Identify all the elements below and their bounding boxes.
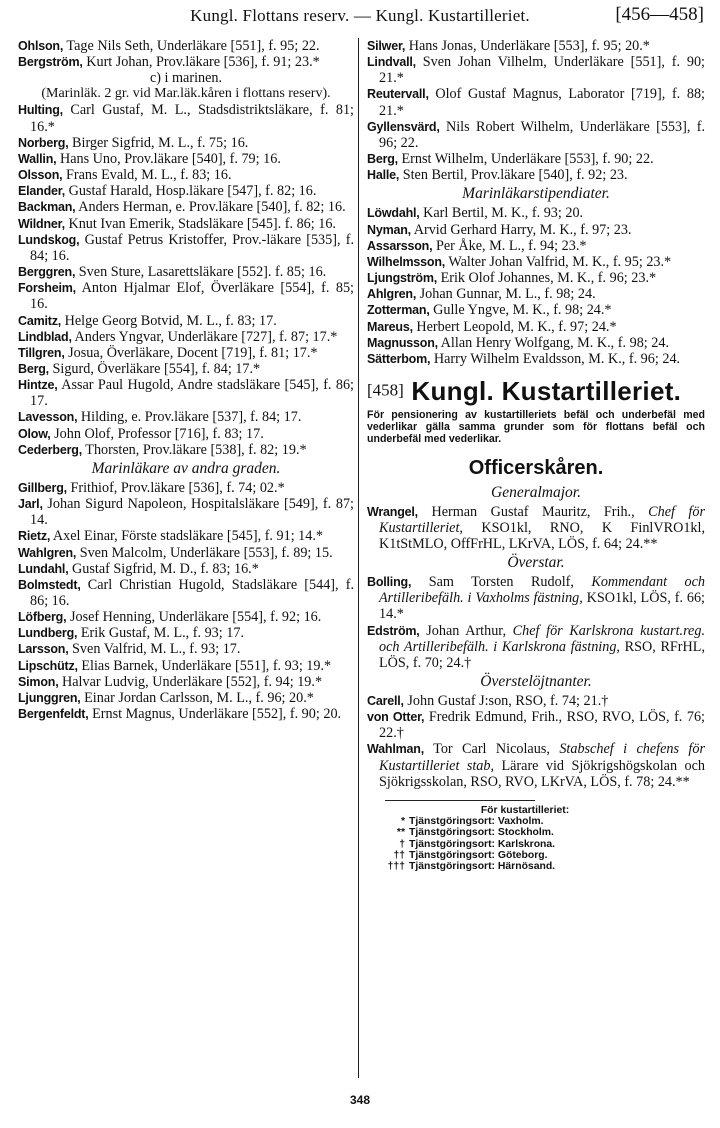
entry-details: Fredrik Edmund, Frih., RSO, RVO, LÖS, f. 76; 22.†: [379, 709, 706, 742]
roster-entry: [18, 426, 354, 442]
entry-details: Sigurd, Överläkare [554], f. 84; 17.*: [48, 360, 261, 377]
surname: Berggren,: [18, 265, 76, 280]
roster-entry: [367, 222, 705, 238]
section-heading: Marinläkare av andra graden.: [91, 459, 281, 477]
roster-entry: [18, 561, 354, 577]
right-column-entries: [367, 38, 705, 367]
entry-details: Gustaf Sigfrid, M. D., f. 83; 16.*: [68, 560, 259, 577]
entry-title: Chef för Karlskrona kustart.reg. och Artilleribefälh. i Karlskrona fästning,: [379, 622, 705, 655]
entry-details: Elias Barnek, Underläkare [551], f. 93; 19.*: [77, 657, 332, 674]
entry-details: Olof Gustaf Magnus, Laborator [719], f. 88; 21.*: [379, 86, 705, 119]
roster-entry: [18, 674, 354, 690]
entry-details: Anders Yngvar, Underläkare [727], f. 87; 17.*: [71, 328, 338, 345]
section-heading: Överstar.: [507, 554, 565, 572]
surname: Forsheim,: [18, 281, 76, 296]
right-column: [367, 38, 705, 872]
surname: Simon,: [18, 674, 59, 689]
entry-details: Frithiof, Prov.läkare [536], f. 74; 02.*: [66, 479, 285, 496]
entry-details: John Olof, Professor [716], f. 83; 17.: [50, 425, 264, 442]
surname: Ljungström,: [367, 271, 438, 286]
surname: Lavesson,: [18, 410, 78, 425]
roster-entry: [367, 54, 705, 86]
entry-details: Gustaf Harald, Hosp.läkare [547], f. 82; 16.: [65, 183, 317, 200]
surname: Berg,: [367, 152, 398, 167]
surname: Nyman,: [367, 222, 411, 237]
surname: Silwer,: [367, 39, 406, 53]
surname: Edström,: [367, 623, 420, 638]
surname: Camitz,: [18, 313, 62, 328]
surname: Ljunggren,: [18, 690, 81, 705]
roster-entry: [18, 528, 354, 544]
roster-entry: [18, 545, 354, 561]
surname: Ahlgren,: [367, 287, 417, 302]
section-heading: Generalmajor.: [491, 483, 581, 501]
surname: Wallin,: [18, 151, 57, 166]
footnote-mark: †††: [387, 860, 405, 872]
entry-details-tail: KSO1kl, LÖS, f. 66; 14.*: [379, 590, 705, 623]
surname: Lipschütz,: [18, 658, 78, 673]
entry-details: Assar Paul Hugold, Andre stadsläkare [545], f. 86; 17.: [30, 377, 354, 410]
roster-entry: [18, 183, 354, 199]
subsection-heading: c) i marinen.: [149, 70, 223, 87]
page-header: [0, 4, 720, 30]
surname: von Otter,: [367, 710, 425, 725]
entry-details: Gulle Yngve, M. K., f. 98; 24.*: [429, 302, 612, 319]
footnotes: [375, 805, 705, 872]
roster-entry: [367, 741, 705, 789]
roster-entry: [18, 690, 354, 706]
footnote-rule: [385, 800, 535, 801]
roster-entry: [18, 264, 354, 280]
entry-details: Einar Jordan Carlsson, M. L., f. 96; 20.*: [80, 689, 314, 706]
surname: Wahlman,: [367, 742, 424, 757]
roster-entry: [367, 351, 705, 367]
entry-details: Johan Arthur,: [419, 622, 513, 639]
entry-details: Carl Gustaf, M. L., Stadsdistriktsläkare, f. 81; 16.*: [30, 102, 354, 135]
entry-details: Helge Georg Botvid, M. L., f. 83; 17.: [61, 312, 277, 329]
roster-entry: [18, 706, 354, 722]
roster-entry: [367, 151, 705, 167]
roster-entry: [18, 480, 354, 496]
pension-intro: För pensionering av kustartilleriets befäl och underbefäl med vederlikar gälla samma grunder som för flottans befäl och underbefäl med vederlikar.: [367, 408, 705, 446]
entry-details: Erik Olof Johannes, M. K., f. 96; 23.*: [437, 270, 657, 287]
roster-entry: [367, 319, 705, 335]
surname: Gillberg,: [18, 480, 67, 495]
entry-details: Allan Henry Wolfgang, M. K., f. 98; 24.: [437, 334, 670, 351]
roster-entry: [18, 658, 354, 674]
entry-details: Sven Johan Vilhelm, Underläkare [551], f. 90; 21.*: [379, 54, 705, 87]
page-number: 348: [349, 1093, 371, 1107]
surname: Löfberg,: [18, 610, 67, 625]
entry-title: Chef för Kustartilleriet,: [379, 503, 705, 536]
roster-entry: [18, 345, 354, 361]
roster-entry: [18, 577, 354, 609]
roster-entry: [18, 151, 354, 167]
entry-details: Kurt Johan, Prov.läkare [536], f. 91; 23.*: [82, 54, 320, 71]
roster-entry: [367, 119, 705, 151]
surname: Halle,: [367, 168, 400, 183]
entry-details: Arvid Gerhard Harry, M. K., f. 97; 23.: [410, 221, 632, 238]
entry-details: Hans Uno, Prov.läkare [540], f. 79; 16.: [56, 150, 281, 167]
kustartilleriet-heading: [367, 375, 705, 405]
surname: Gyllensvärd,: [367, 119, 440, 134]
surname: Olow,: [18, 426, 51, 441]
section-number: [458]: [367, 380, 404, 400]
running-title: Kungl. Flottans reserv. — Kungl. Kustartilleriet.: [190, 6, 530, 25]
entry-details: Herbert Leopold, M. K., f. 97; 24.*: [412, 318, 617, 335]
entry-details: Knut Ivan Emerik, Stadsläkare [545]. f. 86; 16.: [64, 215, 336, 232]
surname: Bergström,: [18, 55, 83, 70]
footnote-mark: *: [400, 816, 405, 828]
surname: Wrangel,: [367, 504, 418, 519]
footnote-text: Tjänstgöringsort: Stockholm.: [409, 827, 554, 839]
entry-details: Sten Bertil, Prov.läkare [540], f. 92; 23.: [399, 167, 628, 184]
surname: Sätterbom,: [367, 351, 431, 366]
roster-entry: [367, 302, 705, 318]
entry-details: Erik Gustaf, M. L., f. 93; 17.: [77, 625, 244, 642]
roster-entry: [18, 38, 354, 54]
entry-details: Sven Valfrid, M. L., f. 93; 17.: [68, 641, 241, 658]
surname: Larsson,: [18, 642, 69, 657]
footnote-item: [375, 861, 705, 872]
surname: Zotterman,: [367, 303, 430, 318]
roster-entry: [18, 54, 354, 70]
roster-entry: [367, 335, 705, 351]
roster-entry: [18, 135, 354, 151]
roster-entry: [18, 232, 354, 264]
entry-details: Anton Hjalmar Elof, Överläkare [554], f. 85; 16.: [30, 280, 354, 313]
roster-entry: [18, 496, 354, 528]
entry-details: Sven Sture, Lasarettsläkare [552]. f. 85; 16.: [75, 264, 327, 281]
officer-entries: [367, 482, 705, 790]
surname: Wahlgren,: [18, 545, 77, 560]
surname: Norberg,: [18, 135, 69, 150]
footnote-text: Tjänstgöringsort: Göteborg.: [409, 849, 548, 861]
roster-entry: [18, 313, 354, 329]
entry-details: Axel Einar, Förste stadsläkare [545], f. 91; 14.*: [50, 528, 324, 545]
entry-details: Hilding, e. Prov.läkare [537], f. 84; 17.: [77, 409, 302, 426]
entry-details: Thorsten, Prov.läkare [538], f. 82; 19.*: [82, 441, 307, 458]
entry-details: Johan Gunnar, M. L., f. 98; 24.: [416, 286, 596, 303]
roster-entry: [367, 286, 705, 302]
surname: Magnusson,: [367, 335, 438, 350]
surname: Tillgren,: [18, 345, 65, 360]
entry-details: Frans Evald, M. L., f. 83; 16.: [62, 167, 232, 184]
entry-details: Gustaf Petrus Kristoffer, Prov.-läkare [535], f. 84; 16.: [30, 231, 354, 264]
surname: Backman,: [18, 200, 76, 215]
roster-entry: [18, 442, 354, 458]
surname: Cederberg,: [18, 442, 82, 457]
roster-entry: [18, 409, 354, 425]
section-note: (Marinläk. 2 gr. vid Mar.läk.kåren i flottans reserv).: [41, 86, 331, 102]
entry-details: Sam Torsten Rudolf,: [411, 574, 592, 591]
roster-entry: [18, 361, 354, 377]
footnote-text: Tjänstgöringsort: Vaxholm.: [409, 816, 544, 828]
surname: Lindvall,: [367, 55, 416, 70]
entry-details-tail: RSO, RFrHL, LÖS, f. 70; 24.†: [379, 638, 705, 671]
footnote-mark: ††: [393, 849, 405, 861]
section-heading: Marinläkarstipendiater.: [462, 185, 610, 203]
footnote-item: [375, 827, 705, 838]
roster-entry: [18, 641, 354, 657]
roster-entry: [18, 199, 354, 215]
footnote-item: [375, 816, 705, 827]
roster-entry: [367, 238, 705, 254]
surname: Carell,: [367, 693, 404, 708]
roster-entry: [18, 216, 354, 232]
surname: Jarl,: [18, 497, 43, 512]
entry-details: Herman Gustaf Mauritz, Frih.,: [417, 503, 649, 520]
surname: Lundskog,: [18, 232, 80, 247]
entry-details-tail: KSO1kl, RNO, K FinlVRO1kl, K1tStMLO, OffFrHL, LKrVA, LÖS, f. 64; 24.**: [379, 519, 705, 552]
entry-details: Sven Malcolm, Underläkare [553], f. 89; 15.: [76, 544, 333, 561]
section-heading: Överstelöjtnanter.: [480, 672, 592, 690]
entry-details-tail: Lärare vid Sjökrigshögskolan och Sjökrigsskolan, RSO, RVO, LKrVA, LÖS, f. 78; 24.**: [379, 757, 705, 790]
surname: Lundberg,: [18, 626, 78, 641]
roster-entry: [18, 377, 354, 409]
entry-details: Carl Christian Hugold, Stadsläkare [544], f. 86; 16.: [30, 576, 354, 609]
entry-details: John Gustaf J:son, RSO, f. 74; 21.†: [403, 692, 609, 709]
footnote-item: [375, 839, 705, 850]
surname: Wilhelmsson,: [367, 254, 446, 269]
roster-entry: [367, 270, 705, 286]
surname: Löwdahl,: [367, 206, 420, 221]
surname: Berg,: [18, 361, 49, 376]
surname: Mareus,: [367, 319, 413, 334]
column-divider: [358, 38, 359, 1078]
roster-entry: [367, 205, 705, 221]
entry-details: Tor Carl Nicolaus,: [423, 741, 560, 758]
surname: Lindblad,: [18, 329, 72, 344]
surname: Reutervall,: [367, 87, 429, 102]
surname: Hintze,: [18, 378, 58, 393]
surname: Bolling,: [367, 575, 412, 590]
roster-entry: [367, 574, 705, 622]
surname: Lundahl,: [18, 561, 69, 576]
footnote-text: Tjänstgöringsort: Härnösand.: [409, 860, 556, 872]
entry-details: Johan Sigurd Napoleon, Hospitalsläkare [549], f. 87; 14.: [30, 496, 354, 529]
roster-entry: [367, 504, 705, 552]
surname: Ohlson,: [18, 39, 64, 53]
roster-entry: [367, 709, 705, 741]
entry-details: Hans Jonas, Underläkare [553], f. 95; 20.*: [405, 38, 650, 54]
entry-details: Birger Sigfrid, M. L., f. 75; 16.: [68, 134, 249, 151]
entry-details: Walter Johan Valfrid, M. K., f. 95; 23.*: [445, 253, 672, 270]
roster-entry: [367, 167, 705, 183]
footnote-text: Tjänstgöringsort: Karlskrona.: [409, 838, 556, 850]
surname: Bolmstedt,: [18, 577, 81, 592]
entry-title: Stabschef i chefens för Kustartilleriet stab,: [379, 741, 705, 774]
roster-entry: [18, 167, 354, 183]
roster-entry: [367, 254, 705, 270]
roster-entry: [18, 102, 354, 134]
entry-details: Josef Henning, Underläkare [554], f. 92; 16.: [66, 609, 322, 626]
entry-details: Josua, Överläkare, Docent [719], f. 81; 17.*: [64, 344, 318, 361]
entry-details: Nils Robert Wilhelm, Underläkare [553], f. 96; 22.: [379, 118, 705, 151]
entry-title: Kommendant och Artilleribefälh. i Vaxholms fästning,: [379, 574, 705, 607]
roster-entry: [367, 86, 705, 118]
surname: Elander,: [18, 184, 66, 199]
roster-entry: [18, 625, 354, 641]
surname: Assarsson,: [367, 238, 433, 253]
surname: Olsson,: [18, 168, 63, 183]
footnote-heading: För kustartilleriet:: [480, 804, 570, 816]
entry-details: Karl Bertil, M. K., f. 93; 20.: [419, 205, 584, 222]
entry-details: Ernst Magnus, Underläkare [552], f. 90; 20.: [88, 706, 342, 723]
entry-details: Tage Nils Seth, Underläkare [551], f. 95; 22.: [63, 38, 320, 54]
left-column: [18, 38, 354, 722]
page-range: [456—458]: [615, 4, 704, 25]
entry-details: Halvar Ludvig, Underläkare [552], f. 94; 19.*: [58, 673, 323, 690]
entry-details: Ernst Wilhelm, Underläkare [553], f. 90; 22.: [397, 151, 654, 168]
roster-entry: [18, 609, 354, 625]
entry-details: Harry Wilhelm Evaldsson, M. K., f. 96; 24.: [430, 350, 681, 367]
roster-entry: [18, 280, 354, 312]
footnote-mark: †: [399, 838, 405, 850]
entry-details: Per Åke, M. L., f. 94; 23.*: [432, 237, 587, 254]
entry-details: Anders Herman, e. Prov.läkare [540], f. 82; 16.: [75, 199, 346, 216]
surname: Wildner,: [18, 216, 65, 231]
surname: Hulting,: [18, 103, 63, 118]
surname: Rietz,: [18, 529, 51, 544]
officer-heading: Officerskåren.: [468, 456, 604, 479]
roster-entry: [367, 693, 705, 709]
roster-entry: [367, 38, 705, 54]
footnote-item: [375, 850, 705, 861]
roster-entry: [367, 623, 705, 671]
section-title: Kungl. Kustartilleriet.: [411, 375, 682, 406]
footnote-mark: **: [396, 827, 405, 839]
roster-entry: [18, 329, 354, 345]
surname: Bergenfeldt,: [18, 707, 89, 722]
